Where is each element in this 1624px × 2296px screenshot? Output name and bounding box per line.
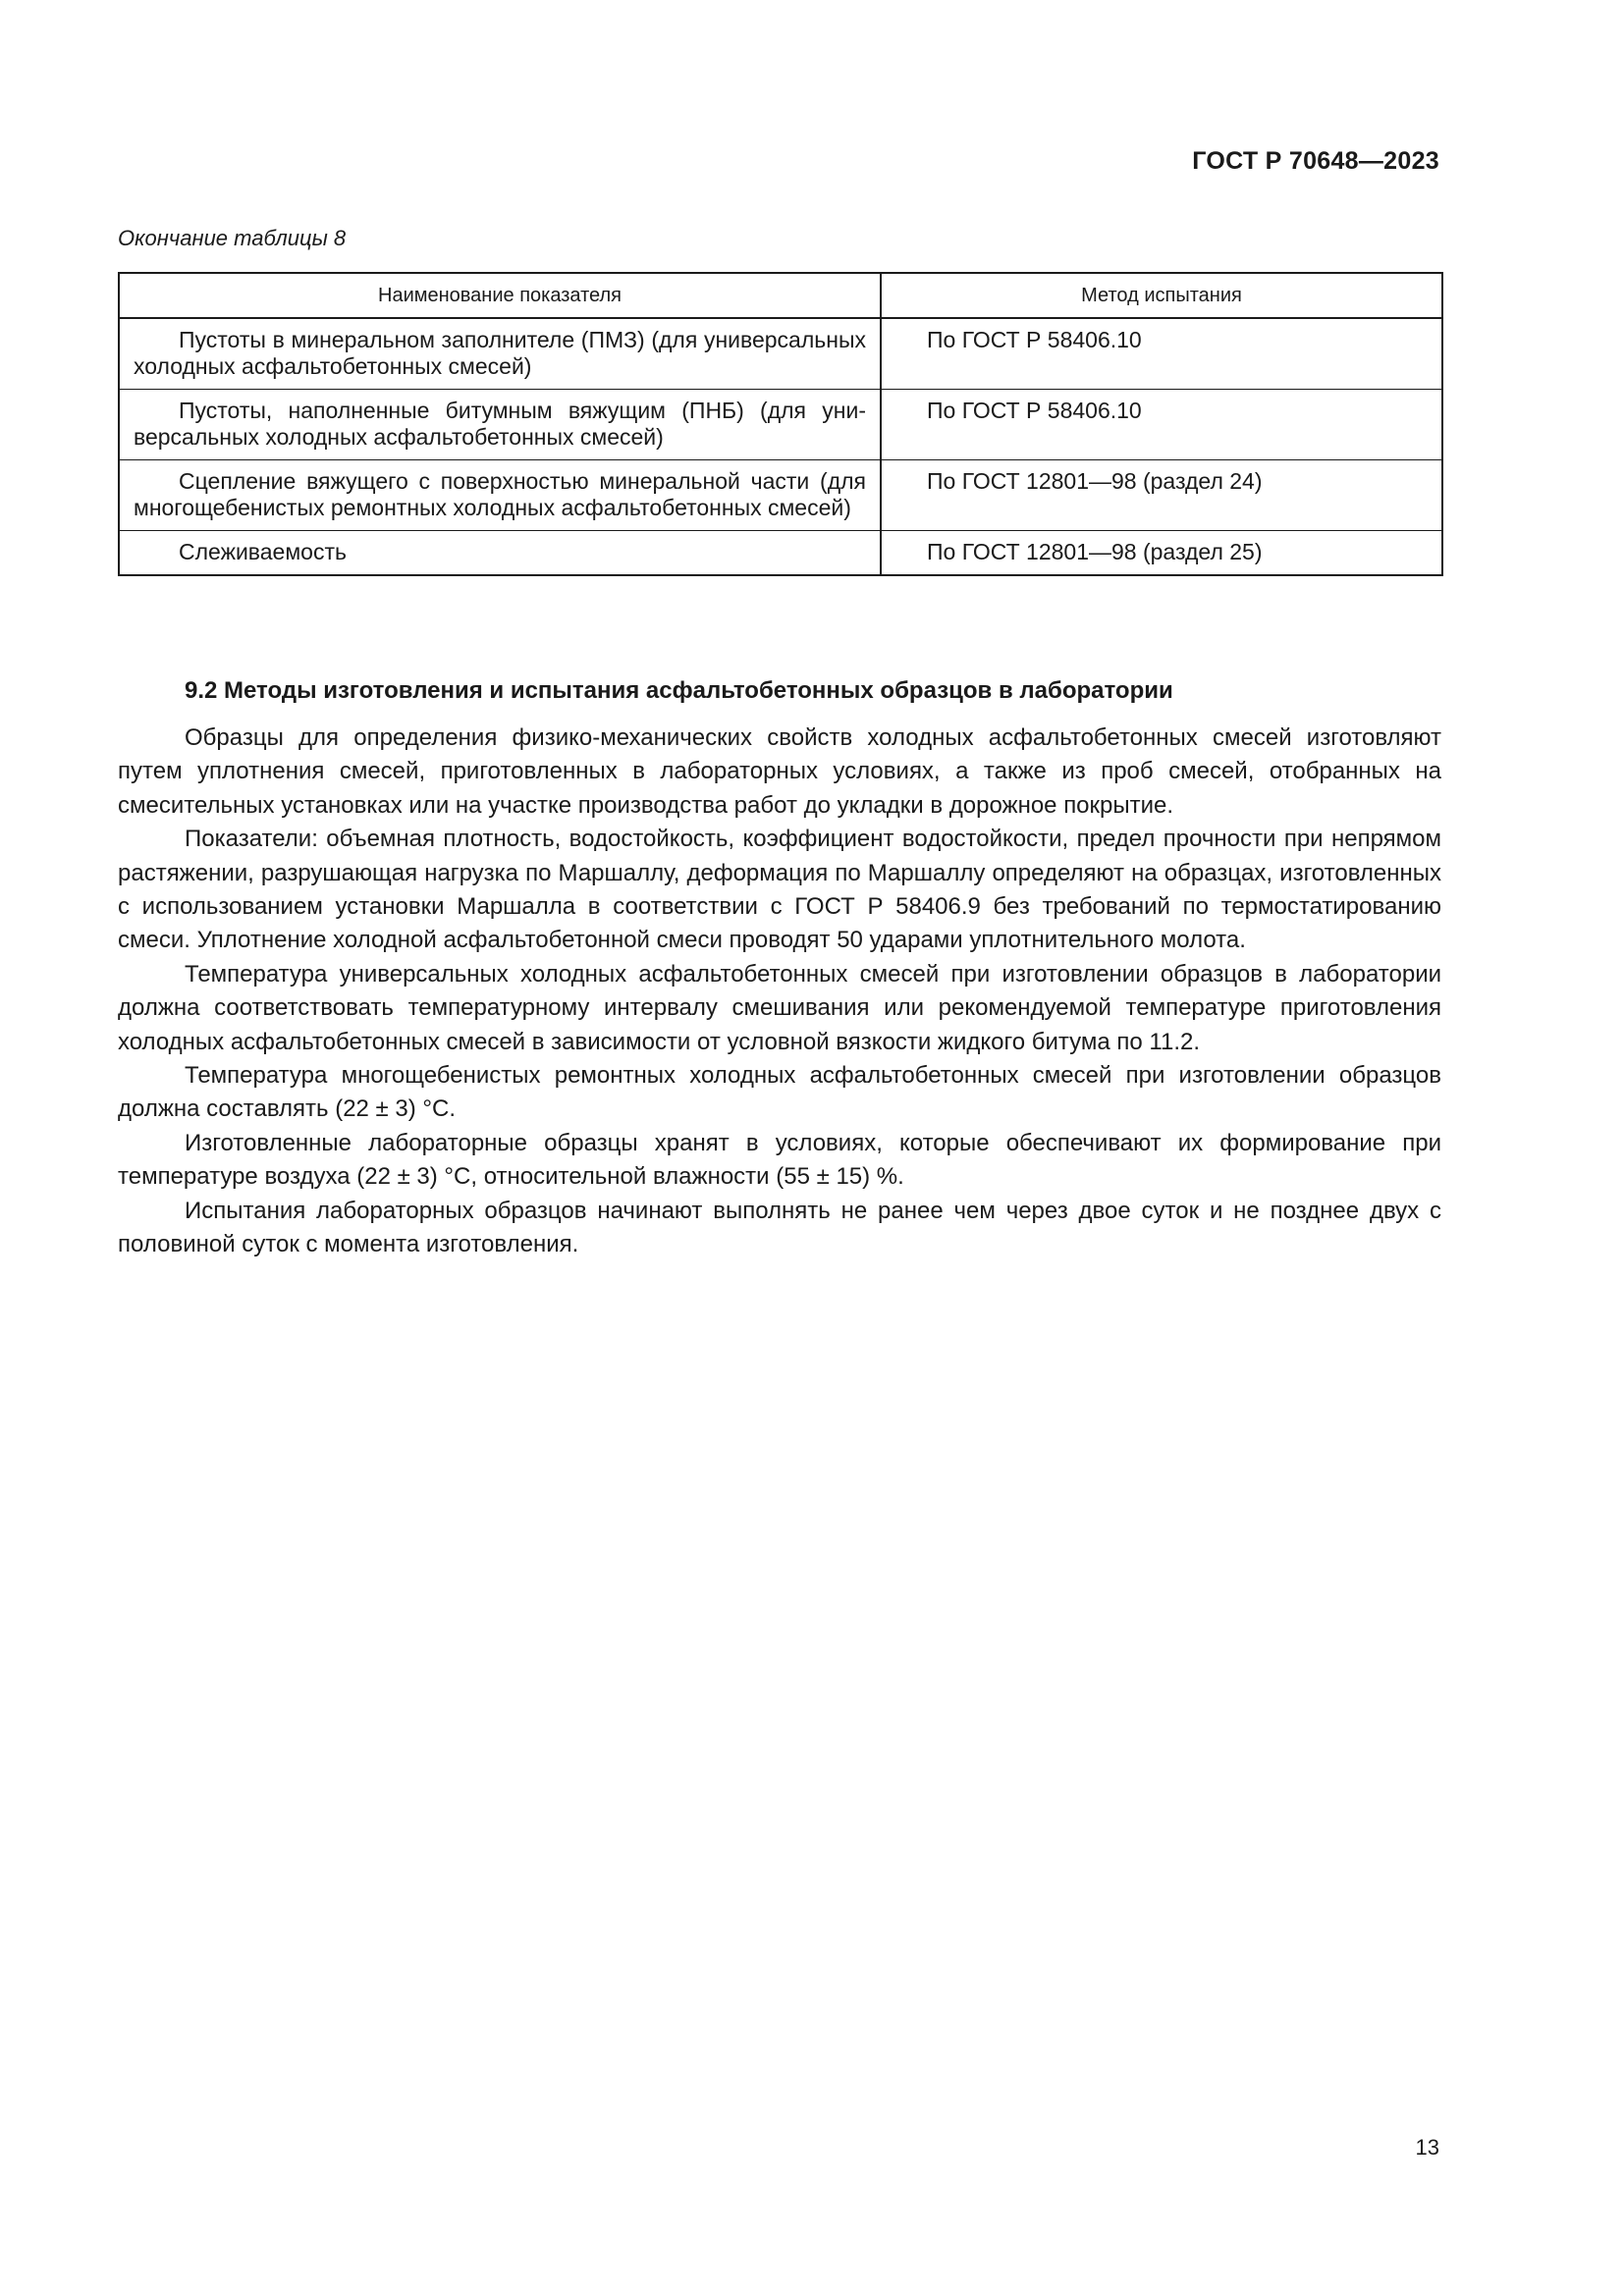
column-header-method: Метод испытания <box>881 273 1442 318</box>
table-row <box>119 460 1442 531</box>
table-row <box>119 390 1442 460</box>
paragraph: Температура многощебенистых ремонтных холодных асфальтобетонных смесей при изготовлении образцов должна составлять (22 ± 3) °С. <box>118 1062 1441 1123</box>
paragraph: Изготовленные лабораторные образцы хранят в условиях, которые обеспечивают их формирование при температуре воздуха (22 ± 3) °С, относительной влажности (55 ± 15) %. <box>118 1129 1441 1191</box>
section-body <box>118 721 1441 1262</box>
indicator-name-cell: Сцепление вяжущего с поверхностью минеральной части (для многощебенистых ремонтных холодных асфальтобетонных смесей) <box>119 460 881 531</box>
table-row <box>119 531 1442 576</box>
table-header-row <box>119 273 1442 318</box>
indicator-name-cell: Слеживаемость <box>119 531 881 576</box>
paragraph: Температура универсальных холодных асфальтобетонных смесей при изготовлении образцов в лаборатории должна соответствовать температурному интервалу смешивания или рекомендуемой температуре приготовления холодных асфальтобетонных смесей в зависимости от условной вязкости жидкого битума по 11.2. <box>118 960 1441 1055</box>
paragraph: Испытания лабораторных образцов начинают выполнять не ранее чем через двое суток и не позднее двух с половиной суток с момента изготовления. <box>118 1197 1441 1258</box>
table-row <box>119 318 1442 390</box>
document-id-header: ГОСТ Р 70648—2023 <box>1192 147 1439 175</box>
table-caption: Окончание таблицы 8 <box>118 226 347 250</box>
page-number: 13 <box>1415 2135 1439 2160</box>
test-method-cell: По ГОСТ Р 58406.10 <box>881 390 1442 460</box>
indicator-name-cell: Пустоты, наполненные битумным вяжущим (ПНБ) (для универсальных холодных асфальтобетонных смесей) <box>119 390 881 460</box>
test-method-cell: По ГОСТ 12801—98 (раздел 25) <box>881 531 1442 576</box>
indicators-table <box>118 272 1443 576</box>
paragraph: Образцы для определения физико-механических свойств холодных асфальтобетонных смесей изготовляют путем уплотнения смесей, приготовленных в лабораторных условиях, а также из проб смесей, отобранных на смесительных установках или на участке производства работ до укладки в дорожное покрытие. <box>118 724 1441 819</box>
test-method-cell: По ГОСТ 12801—98 (раздел 24) <box>881 460 1442 531</box>
section-heading: 9.2 Методы изготовления и испытания асфальтобетонных образцов в лаборатории <box>185 677 1173 704</box>
column-header-name: Наименование показателя <box>119 273 881 318</box>
indicator-name-cell: Пустоты в минеральном заполнителе (ПМЗ) (для универсальных холодных асфальтобетонных смесей) <box>119 318 881 390</box>
paragraph: Показатели: объемная плотность, водостойкость, коэффициент водостойкости, предел прочности при непрямом растяжении, разрушающая нагрузка по Маршаллу, деформация по Маршаллу определяют на образцах, изготовленных с использованием установки Маршалла в соответствии с ГОСТ Р 58406.9 без требований по термостатированию смеси. Уплотнение холодной асфальтобетонной смеси проводят 50 ударами уплотнительного молота. <box>118 826 1441 954</box>
test-method-cell: По ГОСТ Р 58406.10 <box>881 318 1442 390</box>
